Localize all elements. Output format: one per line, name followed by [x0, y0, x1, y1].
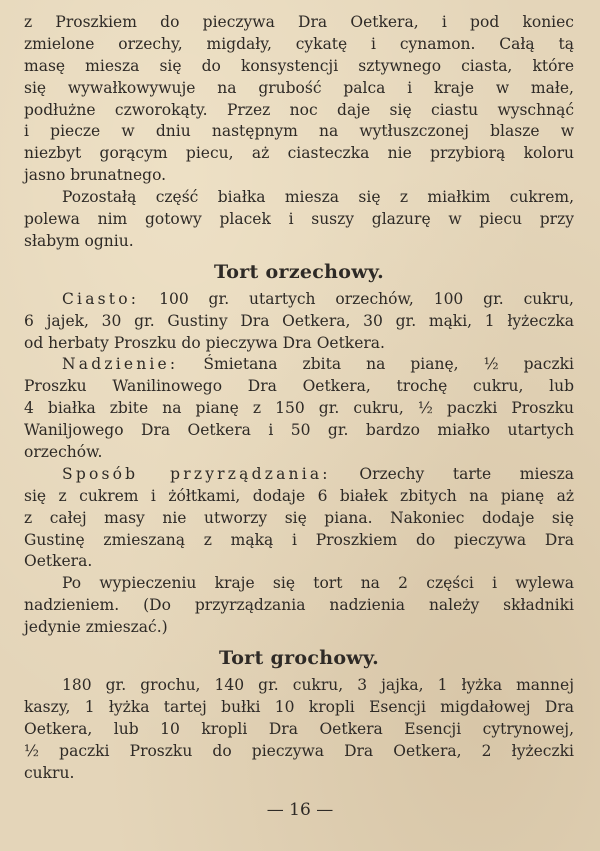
text-line: słabym ogniu.	[24, 231, 134, 250]
text-line: 4 białka zbite na pianę z 150 gr. cukru, ½ paczki Proszku	[24, 399, 574, 418]
text-line: jasno brunatnego.	[24, 166, 167, 185]
page-number: — 16 —	[266, 800, 334, 820]
text-line: niezbyt gorącym piecu, aż ciasteczka nie przybiorą koloru	[24, 144, 574, 163]
text-line: Gustinę zmieszaną z mąką i Proszkiem do pieczywa Dra	[24, 530, 574, 549]
text-line: Waniljowego Dra Oetkera i 50 gr. bardzo miałko utartych	[24, 421, 574, 440]
ciasto-text: 100 gr. utartych orzechów, 100 gr. cukru,	[159, 289, 574, 308]
text-line: cukru.	[24, 763, 75, 782]
text-line: zmielone orzechy, migdały, cykatę i cynamon. Całą tą	[24, 34, 574, 53]
recipe-heading-tort-orzechowy: Tort orzechowy.	[214, 260, 384, 283]
text-line: Po wypieczeniu kraje się tort na 2 części i wylewa	[62, 574, 574, 593]
text-line: Oetkera.	[24, 552, 93, 571]
text-line	[24, 289, 574, 311]
nadzienie-label: Nadzienie:	[62, 355, 179, 374]
text-line: ½ paczki Proszku do pieczywa Dra Oetkera, 2 łyżeczki	[24, 741, 574, 760]
ciasto-label: Ciasto:	[62, 289, 140, 308]
text-line: jedynie zmieszać.)	[24, 618, 168, 637]
recipe-text	[24, 12, 574, 785]
text-line: podłużne czworokąty. Przez noc daje się ciastu wyschnąć	[24, 100, 574, 119]
text-line: 6 jajek, 30 gr. Gustiny Dra Oetkera, 30 gr. mąki, 1 łyżeczka	[24, 311, 574, 330]
text-line: kaszy, 1 łyżka tartej bułki 10 kropli Esencji migdałowej Dra	[24, 697, 574, 716]
text-line: Proszku Wanilinowego Dra Oetkera, trochę cukru, lub	[24, 377, 574, 396]
text-line: się wywałkowywuje na grubość palca i kraje w małe,	[24, 78, 574, 97]
text-line: masę miesza się do konsystencji sztywnego ciasta, które	[24, 56, 574, 75]
sposob-label: Sposób przyrządzania:	[62, 464, 331, 483]
nadzienie-text: Śmietana zbita na pianę, ½ paczki	[203, 355, 574, 374]
text-line: od herbaty Proszku do pieczywa Dra Oetkera.	[24, 333, 385, 352]
text-line: z Proszkiem do pieczywa Dra Oetkera, i pod koniec	[24, 13, 574, 31]
text-line: z całej masy nie utworzy się piana. Nakoniec dodaje się	[24, 508, 574, 527]
text-line	[24, 464, 574, 486]
recipe-heading-tort-grochowy: Tort grochowy.	[218, 647, 380, 670]
text-line: Pozostałą część białka miesza się z miałkim cukrem,	[62, 188, 574, 207]
text-line: i piecze w dniu następnym na wytłuszczonej blasze w	[24, 122, 574, 141]
sposob-text: Orzechy tarte miesza	[359, 464, 574, 483]
text-line: polewa nim gotowy placek i suszy glazurę w piecu przy	[24, 210, 574, 229]
text-line	[24, 354, 574, 376]
text-line: orzechów.	[24, 443, 103, 462]
text-line: 180 gr. grochu, 140 gr. cukru, 3 jajka, 1 łyżka mannej	[62, 676, 574, 695]
text-line: się z cukrem i żółtkami, dodaje 6 białek zbitych na pianę aż	[24, 486, 574, 505]
text-line: nadzieniem. (Do przyrządzania nadzienia należy składniki	[24, 596, 574, 615]
text-line: Oetkera, lub 10 kropli Dra Oetkera Esencji cytrynowej,	[24, 719, 574, 738]
